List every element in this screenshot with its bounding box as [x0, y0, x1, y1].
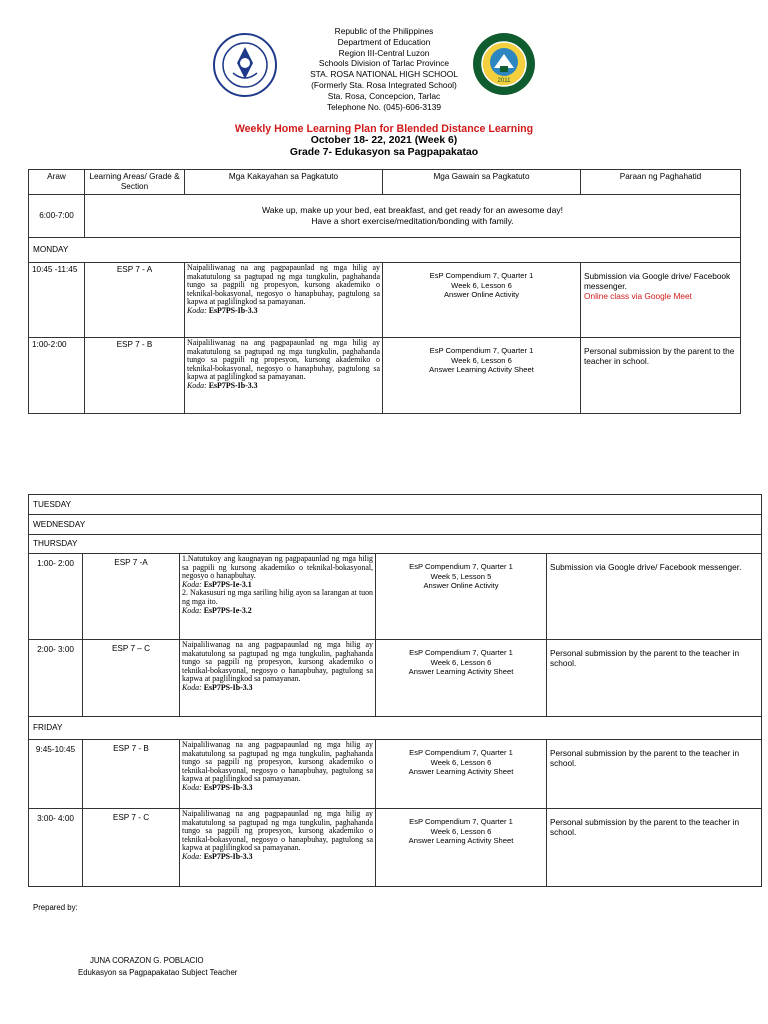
- material-line: EsP Compendium 7, Quarter 1: [409, 562, 513, 571]
- day-row-friday: [29, 717, 762, 740]
- row-time: 2:00- 3:00: [29, 640, 83, 717]
- row-competency: [185, 338, 383, 414]
- morning-routine: [85, 195, 741, 238]
- koda-code: EsP7PS-Ie-3.2: [203, 605, 252, 615]
- header-gawain: Mga Gawain sa Pagkatuto: [383, 170, 581, 195]
- koda-code: EsP7PS-Ib-3.3: [203, 851, 253, 861]
- day-row-tuesday: [29, 495, 762, 515]
- header-araw: Araw: [29, 170, 85, 195]
- row-mode: Personal submission by the parent to the teacher in school.: [547, 740, 762, 809]
- row-mode: [581, 263, 741, 338]
- day-label-friday: FRIDAY: [29, 717, 762, 740]
- row-materials: [376, 809, 547, 887]
- row-materials: [383, 338, 581, 414]
- competency-text: Naipaliliwanag na ang pagpapaunlad ng mga hilig ay makatutulong sa pagtupad ng mga tungkulin, paghahanda tungo sa pagpili ng propesyon, kursong akademiko o teknikal-bokasyonal, negosyo o hanapbuhay, pagtulong sa kapwa at paglilingkod sa pamayanan.: [182, 809, 373, 853]
- material-line: Week 6, Lesson 6: [451, 280, 512, 290]
- koda-code: EsP7PS-Ie-3.1: [203, 579, 252, 589]
- competency-text: Naipaliliwanag na ang pagpapaunlad ng mga hilig ay makatutulong sa pagtupad ng mga tungkulin, paghahanda tungo sa pagpili ng propesyon, kursong akademiko o teknikal-bokasyonal, negosyo o hanapbuhay, pagtulong sa kapwa at paglilingkod sa pamayanan.: [182, 640, 373, 684]
- material-line: EsP Compendium 7, Quarter 1: [429, 346, 534, 355]
- row-competency: [185, 263, 383, 338]
- header-line: Republic of the Philippines: [334, 26, 434, 36]
- header-line: STA. ROSA NATIONAL HIGH SCHOOL: [310, 69, 458, 80]
- online-class-note: Online class via Google Meet: [584, 291, 692, 302]
- row-competency: [180, 554, 376, 640]
- row-time: 3:00- 4:00: [29, 809, 83, 887]
- koda-label: Koda:: [182, 682, 202, 692]
- table-row: [29, 338, 741, 414]
- morning-line: Wake up, make up your bed, eat breakfast, and get ready for an awesome day!: [261, 205, 564, 215]
- plan-title: Weekly Home Learning Plan for Blended Distance Learning: [234, 123, 534, 135]
- row-area: ESP 7 -A: [83, 554, 180, 640]
- school-header: [0, 26, 768, 112]
- row-area: ESP 7 - B: [83, 740, 180, 809]
- day-label-thursday: THURSDAY: [29, 535, 762, 554]
- prepared-by-label: Prepared by:: [33, 903, 78, 912]
- koda-code: EsP7PS-Ib-3.3: [203, 682, 253, 692]
- table-row: [29, 263, 741, 338]
- row-area: ESP 7 - C: [83, 809, 180, 887]
- row-time: 10:45 -11:45: [29, 263, 85, 338]
- row-area: ESP 7 - B: [85, 338, 185, 414]
- day-row-monday: [29, 238, 741, 263]
- koda-code: EsP7PS-Ib-3.3: [208, 305, 258, 315]
- row-mode: Submission via Google drive/ Facebook messenger.: [547, 554, 762, 640]
- learning-plan-table-2: [28, 494, 762, 887]
- material-line: Answer Learning Activity Sheet: [408, 767, 514, 777]
- header-line: Department of Education: [337, 36, 431, 47]
- teacher-name: JUNA CORAZON G. POBLACIO: [90, 956, 204, 965]
- koda-label: Koda:: [182, 782, 202, 792]
- koda-label: Koda:: [182, 579, 202, 589]
- material-line: EsP Compendium 7, Quarter 1: [409, 648, 513, 657]
- row-materials: [376, 640, 547, 717]
- row-time: 9:45-10:45: [29, 740, 83, 809]
- seal-year: 2011: [497, 78, 511, 84]
- header-line: Telephone No. (045)-606-3139: [326, 101, 442, 112]
- material-line: Answer Learning Activity Sheet: [408, 836, 514, 846]
- table-row: [29, 554, 762, 640]
- plan-grade: Grade 7- Edukasyon sa Pagpapakatao: [289, 147, 479, 158]
- table-row: [29, 809, 762, 887]
- row-materials: [376, 554, 547, 640]
- mode-text: Submission via Google drive/ Facebook messenger.: [584, 271, 731, 292]
- row-materials: [383, 263, 581, 338]
- koda-code: EsP7PS-Ib-3.3: [208, 380, 258, 390]
- day-row-thursday: [29, 535, 762, 554]
- material-line: Week 6, Lesson 6: [430, 757, 492, 767]
- header-line: Schools Division of Tarlac Province: [318, 58, 450, 69]
- material-line: EsP Compendium 7, Quarter 1: [409, 748, 513, 757]
- material-line: Week 6, Lesson 6: [430, 657, 492, 667]
- competency-text: Naipaliliwanag na ang pagpapaunlad ng mga hilig ay makatutulong sa pagtupad ng mga tungkulin, paghahanda tungo sa pagpili ng propesyon, kursong akademiko o teknikal-bokasyonal, negosyo o hanapbuhay, pagtulong sa kapwa at paglilingkod sa pamayanan.: [187, 338, 380, 382]
- koda-label: Koda:: [182, 605, 202, 615]
- morning-time: 6:00-7:00: [29, 195, 85, 238]
- material-line: Week 5, Lesson 5: [430, 571, 492, 581]
- koda-label: Koda:: [187, 305, 207, 315]
- day-label-wednesday: WEDNESDAY: [29, 515, 762, 535]
- morning-routine-row: [29, 195, 741, 238]
- teacher-title: Edukasyon sa Pagpapakatao Subject Teacher: [78, 968, 238, 977]
- row-competency: [180, 640, 376, 717]
- table-row: [29, 640, 762, 717]
- row-competency: [180, 809, 376, 887]
- koda-label: Koda:: [182, 851, 202, 861]
- material-line: Week 6, Lesson 6: [451, 355, 512, 365]
- competency-text: Naipaliliwanag na ang pagpapaunlad ng mga hilig ay makatutulong sa pagtupad ng mga tungkulin, paghahanda tungo sa pagpili ng propesyon, kursong akademiko o teknikal-bokasyonal, negosyo o hanapbuhay, pagtulong sa kapwa at paglilingkod sa pamayanan.: [182, 740, 373, 784]
- header-line: Sta. Rosa, Concepcion, Tarlac: [327, 90, 441, 101]
- header-learning-areas: Learning Areas/ Grade & Section: [85, 170, 185, 195]
- row-mode: Personal submission by the parent to the teacher in school.: [581, 338, 741, 414]
- morning-line: Have a short exercise/meditation/bonding with family.: [311, 216, 514, 226]
- material-line: Answer Online Activity: [443, 290, 520, 300]
- competency-text: 1.Natutukoy ang kaugnayan ng pagpapaunlad ng mga hilig sa pagpili ng kursong akademiko o teknikal-bokasyonal, negosyo o hanapbuhay.: [182, 554, 373, 581]
- header-kakayahan: Mga Kakayahan sa Pagkatuto: [185, 170, 383, 195]
- material-line: Week 6, Lesson 6: [430, 826, 492, 836]
- row-time: 1:00- 2:00: [29, 554, 83, 640]
- table-row: [29, 740, 762, 809]
- row-area: ESP 7 – C: [83, 640, 180, 717]
- competency-text: Naipaliliwanag na ang pagpapaunlad ng mga hilig ay makatutulong sa pagtupad ng mga tungkulin, paghahanda tungo sa pagpili ng propesyon, kursong akademiko o teknikal-bokasyonal, negosyo o hanapbuhay, pagtulong sa kapwa at paglilingkod sa pamayanan.: [187, 263, 380, 307]
- row-mode: Personal submission by the parent to the teacher in school.: [547, 640, 762, 717]
- row-competency: [180, 740, 376, 809]
- day-label-monday: MONDAY: [29, 238, 741, 263]
- header-line: (Formerly Sta. Rosa Integrated School): [311, 79, 457, 90]
- material-line: Answer Learning Activity Sheet: [408, 667, 514, 677]
- header-paraan: Paraan ng Paghahatid: [581, 170, 741, 195]
- table-header-row: [29, 170, 741, 195]
- koda-code: EsP7PS-Ib-3.3: [203, 782, 253, 792]
- material-line: EsP Compendium 7, Quarter 1: [409, 817, 513, 826]
- material-line: EsP Compendium 7, Quarter 1: [429, 271, 534, 280]
- row-area: ESP 7 - A: [85, 263, 185, 338]
- competency-text: 2. Nakasusuri ng mga sariling hilig ayon sa larangan at tuon ng mga ito.: [182, 588, 373, 606]
- learning-plan-table-1: [28, 169, 741, 414]
- row-time: 1:00-2:00: [29, 338, 85, 414]
- material-line: Answer Learning Activity Sheet: [429, 365, 534, 375]
- document-titles: [0, 123, 768, 159]
- day-row-wednesday: [29, 515, 762, 535]
- koda-label: Koda:: [187, 380, 207, 390]
- row-materials: [376, 740, 547, 809]
- material-line: Answer Online Activity: [423, 581, 499, 591]
- header-line: Region III-Central Luzon: [338, 47, 430, 58]
- day-label-tuesday: TUESDAY: [29, 495, 762, 515]
- row-mode: Personal submission by the parent to the teacher in school.: [547, 809, 762, 887]
- plan-date: October 18- 22, 2021 (Week 6): [310, 135, 458, 146]
